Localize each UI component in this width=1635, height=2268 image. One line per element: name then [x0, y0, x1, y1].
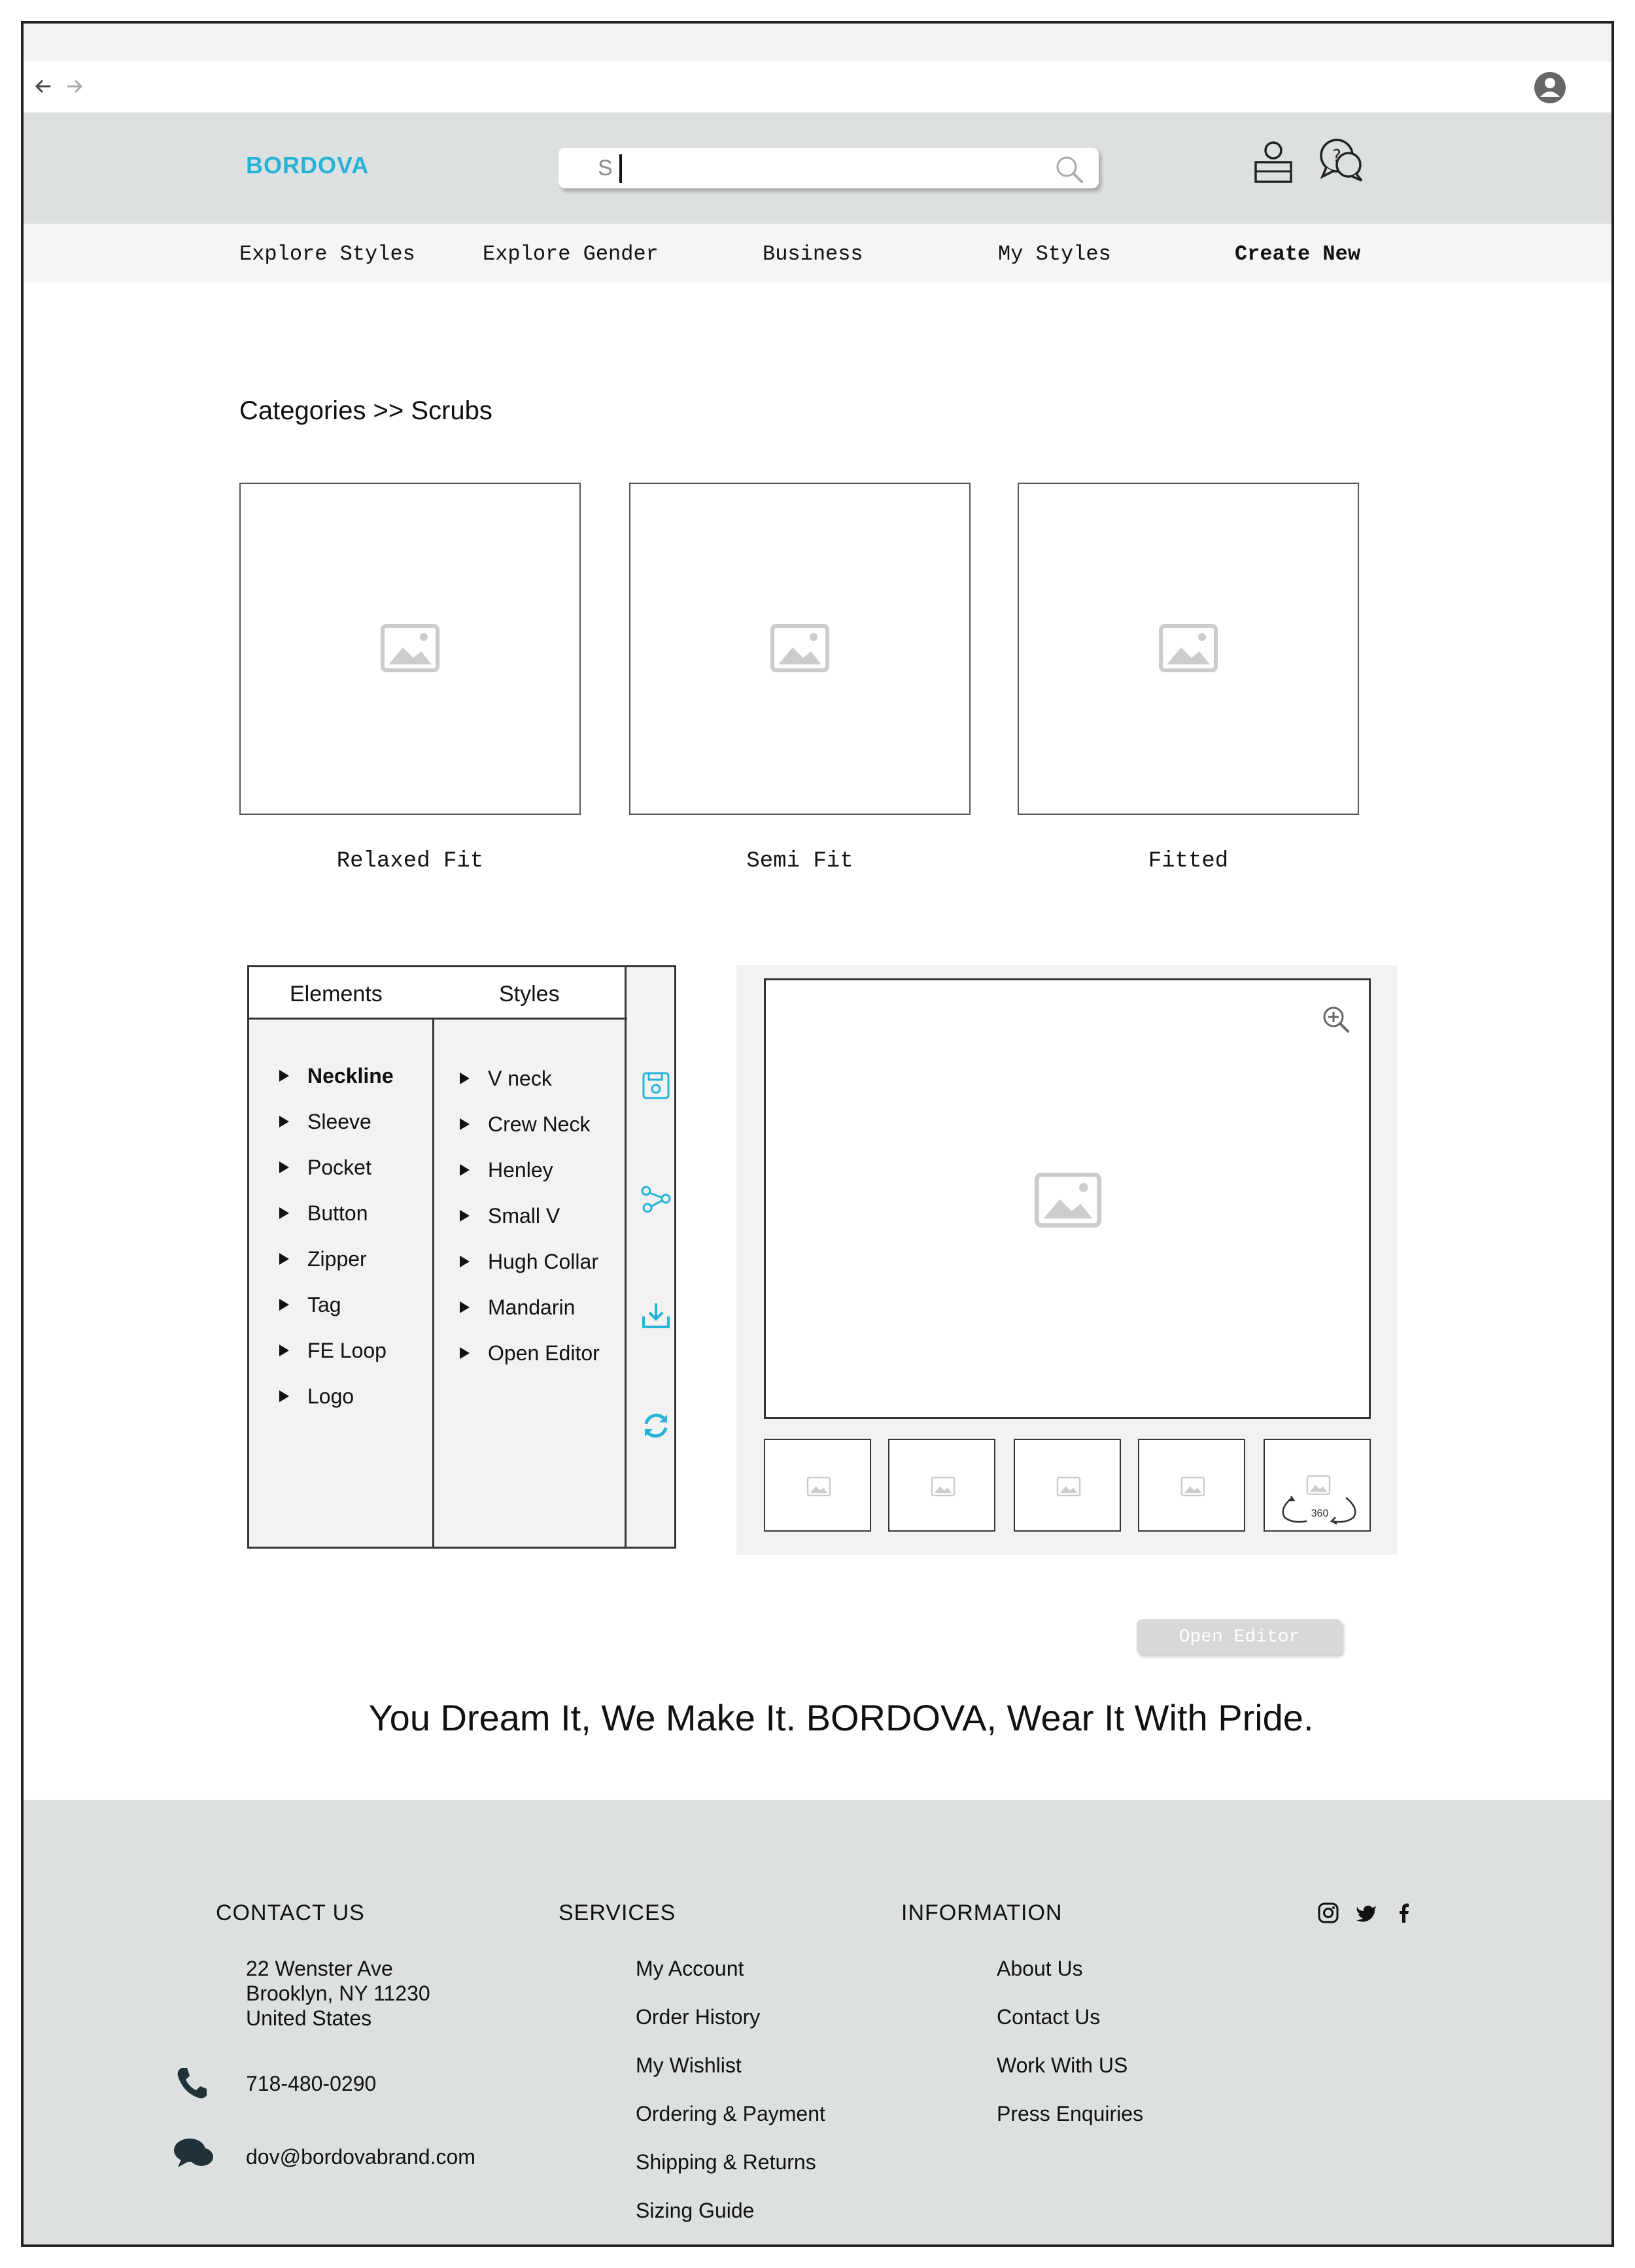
toolbar-divider — [625, 967, 627, 1547]
fit-label-semi: Semi Fit — [746, 849, 853, 874]
footer-link[interactable]: Work With US — [997, 2053, 1128, 2077]
zoom-in-icon[interactable] — [1320, 1004, 1352, 1035]
address-line: Brooklyn, NY 11230 — [246, 1982, 430, 2005]
style-item[interactable]: Open Editor — [460, 1341, 600, 1366]
image-placeholder-icon — [1034, 1173, 1102, 1228]
profile-icon[interactable] — [1533, 71, 1567, 105]
fit-card-relaxed[interactable] — [239, 483, 581, 815]
twitter-icon[interactable] — [1355, 1902, 1377, 1924]
download-icon[interactable] — [640, 1299, 672, 1332]
nav-explore-styles[interactable]: Explore Styles — [239, 242, 415, 266]
element-item[interactable]: Neckline — [279, 1064, 394, 1088]
footer-link[interactable]: Contact Us — [997, 2005, 1101, 2029]
image-placeholder-icon — [1180, 1477, 1206, 1496]
breadcrumb: Categories >> Scrubs — [239, 396, 492, 425]
panel-header — [249, 967, 627, 1020]
element-item[interactable]: Zipper — [279, 1247, 367, 1271]
product-viewer — [736, 965, 1397, 1555]
footer-link[interactable]: Press Enquiries — [997, 2102, 1144, 2125]
style-item[interactable]: V neck — [460, 1067, 552, 1091]
search-icon[interactable] — [1054, 154, 1084, 184]
nav-business[interactable]: Business — [763, 242, 863, 266]
account-icon[interactable] — [1253, 140, 1294, 184]
image-placeholder-icon — [381, 624, 439, 672]
thumbnail-360[interactable] — [1264, 1439, 1371, 1532]
page-frame — [21, 21, 1614, 2247]
open-editor-button[interactable]: Open Editor — [1137, 1619, 1342, 1655]
style-item[interactable]: Hugh Collar — [460, 1250, 598, 1274]
forward-arrow-icon[interactable] — [61, 73, 88, 99]
refresh-icon[interactable] — [640, 1409, 672, 1442]
footer-link[interactable]: My Account — [636, 1957, 744, 1980]
nav-my-styles[interactable]: My Styles — [998, 242, 1111, 266]
styles-title: Styles — [499, 982, 560, 1006]
nav-create-new[interactable]: Create New — [1235, 242, 1361, 266]
image-placeholder-icon — [770, 624, 829, 672]
services-heading: SERVICES — [559, 1900, 676, 1925]
site-header — [24, 112, 1611, 224]
main-nav — [24, 224, 1611, 283]
save-icon[interactable] — [640, 1069, 672, 1102]
column-divider — [432, 1020, 434, 1547]
footer-link[interactable]: Order History — [636, 2005, 761, 2029]
image-placeholder-icon — [930, 1477, 956, 1496]
window-top-strip — [24, 24, 1611, 61]
customization-panel — [247, 965, 676, 1549]
main-preview[interactable] — [764, 978, 1371, 1419]
fit-card-fitted[interactable] — [1018, 483, 1359, 815]
image-placeholder-icon — [806, 1477, 832, 1496]
footer-link[interactable]: About Us — [997, 1957, 1083, 1980]
footer-link[interactable]: Shipping & Returns — [636, 2150, 816, 2174]
contact-heading: CONTACT US — [216, 1900, 365, 1925]
element-item[interactable]: Pocket — [279, 1156, 371, 1180]
browser-bar — [24, 61, 1611, 112]
help-chat-icon[interactable] — [1318, 137, 1364, 183]
phone-icon — [174, 2065, 209, 2101]
thumbnail[interactable] — [1138, 1439, 1245, 1532]
brand-logo[interactable]: BORDOVA — [246, 152, 370, 179]
facebook-icon[interactable] — [1393, 1902, 1415, 1924]
image-placeholder-icon — [1305, 1475, 1332, 1495]
text-caret — [619, 154, 622, 183]
back-arrow-icon[interactable] — [30, 73, 56, 99]
search-input[interactable] — [598, 153, 1042, 183]
address-line: United States — [246, 2006, 372, 2030]
instagram-icon[interactable] — [1317, 1902, 1339, 1924]
contact-phone[interactable]: 718-480-0290 — [246, 2072, 377, 2095]
nav-explore-gender[interactable]: Explore Gender — [483, 242, 659, 266]
address-line: 22 Wenster Ave — [246, 1957, 393, 1980]
rotate-360-label: 360 — [1311, 1508, 1329, 1519]
style-item[interactable]: Small V — [460, 1204, 560, 1228]
fit-card-semi[interactable] — [629, 483, 971, 815]
footer-link[interactable]: My Wishlist — [636, 2053, 742, 2077]
svg-text:?: ? — [1332, 146, 1341, 166]
footer-link[interactable]: Ordering & Payment — [636, 2102, 825, 2125]
element-item[interactable]: Logo — [279, 1384, 354, 1409]
image-placeholder-icon — [1159, 624, 1218, 672]
footer-link[interactable]: Sizing Guide — [636, 2199, 755, 2222]
element-item[interactable]: Sleeve — [279, 1110, 371, 1134]
search-bar[interactable] — [559, 148, 1099, 188]
contact-email[interactable]: dov@bordovabrand.com — [246, 2145, 475, 2169]
element-item[interactable]: Button — [279, 1201, 368, 1226]
thumbnail[interactable] — [764, 1439, 871, 1532]
style-item[interactable]: Crew Neck — [460, 1112, 590, 1137]
elements-title: Elements — [290, 982, 383, 1006]
image-placeholder-icon — [1056, 1477, 1082, 1496]
share-icon[interactable] — [640, 1182, 672, 1214]
style-item[interactable]: Henley — [460, 1158, 553, 1182]
tagline: You Dream It, We Make It. BORDOVA, Wear It With Pride. — [368, 1697, 1314, 1738]
element-item[interactable]: Tag — [279, 1293, 341, 1317]
information-heading: INFORMATION — [901, 1900, 1063, 1925]
style-item[interactable]: Mandarin — [460, 1296, 575, 1320]
element-item[interactable]: FE Loop — [279, 1339, 387, 1363]
fit-label-relaxed: Relaxed Fit — [336, 849, 484, 874]
fit-label-fitted: Fitted — [1148, 849, 1229, 874]
chat-icon — [173, 2136, 215, 2171]
thumbnail[interactable] — [888, 1439, 995, 1532]
site-footer — [24, 1800, 1611, 2247]
thumbnail[interactable] — [1014, 1439, 1121, 1532]
